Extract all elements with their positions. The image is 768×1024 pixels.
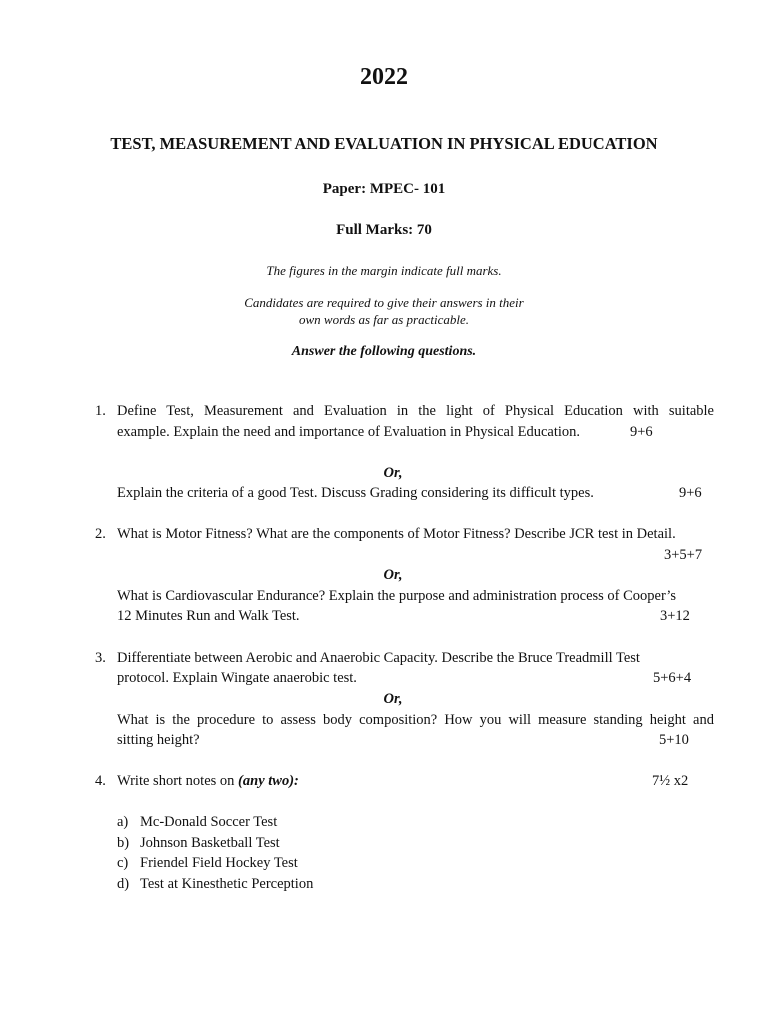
question-4-text: Write short notes on <box>117 773 239 789</box>
question-number: 3. <box>95 650 106 666</box>
own-words-note-line2: own words as far as practicable. <box>299 312 469 327</box>
question-1-alt-marks: 9+6 <box>679 485 702 501</box>
question-1-line1: Define Test, Measurement and Evaluation in the light of Physical Education with suitable <box>117 403 714 419</box>
question-1-marks: 9+6 <box>630 424 653 440</box>
question-2-marks: 3+5+7 <box>664 547 703 563</box>
question-3-line2: protocol. Explain Wingate anaerobic test. <box>117 670 357 686</box>
own-words-note <box>0 294 768 328</box>
own-words-note-line1: Candidates are required to give their answers in their <box>244 295 524 310</box>
question-1-line2: example. Explain the need and importance of Evaluation in Physical Education. <box>117 424 581 440</box>
question-number: 1. <box>95 403 106 419</box>
question-2-alt-marks: 3+12 <box>660 608 690 624</box>
question-3-marks: 5+6+4 <box>653 670 692 686</box>
margin-note: The figures in the margin indicate full marks. <box>266 263 502 278</box>
item-text: Johnson Basketball Test <box>140 835 280 851</box>
question-3-line1: Differentiate between Aerobic and Anaerobic Capacity. Describe the Bruce Treadmill Test <box>117 650 640 666</box>
question-3-alt-line1: What is the procedure to assess body composition? How you will measure standing height and <box>117 712 714 728</box>
item-letter: a) <box>117 814 129 830</box>
instruction: Answer the following questions. <box>291 344 477 359</box>
question-2-alt-line2: 12 Minutes Run and Walk Test. <box>117 608 300 624</box>
item-letter: d) <box>117 876 130 892</box>
question-3-alt-line2: sitting height? <box>117 732 200 748</box>
item-letter: c) <box>117 855 129 871</box>
exam-title: TEST, MEASUREMENT AND EVALUATION IN PHYSICAL EDUCATION <box>110 134 658 153</box>
question-4-emphasis: (any two): <box>238 773 299 789</box>
question-number: 2. <box>95 526 106 542</box>
question-number: 4. <box>95 773 106 789</box>
question-4-line1 <box>117 771 714 792</box>
exam-year: 2022 <box>360 64 408 90</box>
list-item <box>117 853 298 874</box>
question-3-alt-marks: 5+10 <box>659 732 689 748</box>
question-2-alt-line1: What is Cardiovascular Endurance? Explain the purpose and administration process of Cooper’s <box>117 588 677 604</box>
item-text: Test at Kinesthetic Perception <box>140 876 314 892</box>
or-label: Or, <box>383 567 403 583</box>
list-item <box>117 812 277 833</box>
item-letter: b) <box>117 835 130 851</box>
item-text: Mc-Donald Soccer Test <box>140 814 278 830</box>
or-label: Or, <box>383 465 403 481</box>
paper-code: Paper: MPEC- 101 <box>322 181 446 197</box>
question-2-line1: What is Motor Fitness? What are the components of Motor Fitness? Describe JCR test in Detail. <box>117 526 676 542</box>
item-text: Friendel Field Hockey Test <box>140 855 298 871</box>
question-1-alternative: Explain the criteria of a good Test. Discuss Grading considering its difficult types. <box>117 485 594 501</box>
full-marks: Full Marks: 70 <box>336 222 432 238</box>
list-item <box>117 874 313 895</box>
or-label: Or, <box>383 691 403 707</box>
list-item <box>117 833 280 854</box>
question-4-marks: 7½ x2 <box>652 773 689 789</box>
